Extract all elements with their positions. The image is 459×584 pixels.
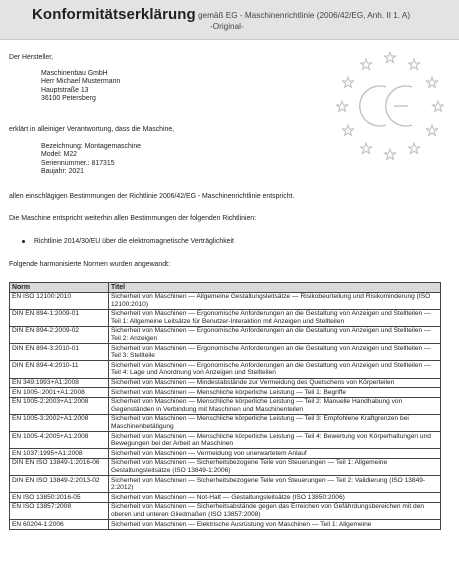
directive-label: Richtlinie 2014/30/EU über die elektromagnetische Verträglichkeit <box>34 238 234 245</box>
table-row <box>10 476 441 493</box>
table-row <box>10 432 441 449</box>
table-row <box>10 292 441 309</box>
document-header <box>0 0 459 40</box>
standards-table <box>9 282 441 530</box>
title-cell: Sicherheit von Maschinen — Ergonomische Anforderungen an die Gestaltung von Anzeigen und Stellteilen — Teil 3: Stellteile <box>109 344 441 361</box>
table-row <box>10 326 441 343</box>
compliance-text: allen einschlägigen Bestimmungen der Richtlinie 2006/42/EG - Maschinenrichtlinie entspricht. <box>9 193 295 200</box>
manufacturer-company: Maschinenbau GmbH <box>41 70 108 77</box>
bullet-icon <box>22 240 25 243</box>
table-header-row <box>10 283 441 293</box>
table-row <box>10 361 441 378</box>
title-cell: Sicherheit von Maschinen — Not-Halt — Gestaltungsleitsätze (ISO 13850:2006) <box>109 493 441 503</box>
manufacturer-label: Der Hersteller, <box>9 54 54 61</box>
ce-star-icon <box>384 52 395 63</box>
machine-serial: Seriennummer.: 817315 <box>41 159 115 167</box>
ce-star-icon <box>432 101 443 112</box>
ce-star-icon <box>360 59 371 70</box>
title-cell: Sicherheit von Maschinen — Ergonomische Anforderungen an die Gestaltung von Anzeigen und Stellteilen — Teil 2: Anzeigen <box>109 326 441 343</box>
norm-cell: EN ISO 12100:2010 <box>10 292 109 309</box>
norm-cell: DIN EN 894-4:2010-11 <box>10 361 109 378</box>
title-cell: Sicherheit von Maschinen — Menschliche körperliche Leistung — Teil 1: Begriffe <box>109 388 441 398</box>
title-cell: Sicherheit von Maschinen — Sicherheitsbezogene Teile von Steuerungen — Teil 2: Validierung (ISO 13849-2:2012) <box>109 476 441 493</box>
title-cell: Sicherheit von Maschinen — Ergonomische Anforderungen an die Gestaltung von Anzeigen und Stellteilen — Teil 1: Allgemeine Leitsätze für Benutzer-Interaktion mit Anzeigen und Stellteilen <box>109 309 441 326</box>
norm-cell: DIN EN 894-2:2009-02 <box>10 326 109 343</box>
title-cell: Sicherheit von Maschinen — Menschliche körperliche Leistung — Teil 4: Bewertung von Körperhaltungen und Bewegungen bei der Arbeit an Maschinen <box>109 432 441 449</box>
declaration-text: erklärt in alleiniger Verantwortung, dass die Maschine, <box>9 126 175 133</box>
manufacturer-address <box>41 70 120 103</box>
ce-star-icon <box>408 143 419 154</box>
title-cell: Sicherheit von Maschinen — Sicherheitsbezogene Teile von Steuerungen — Teil 1: Allgemeine Gestaltungsleitsätze (ISO 13849-1:2006) <box>109 458 441 475</box>
standards-intro: Folgende harmonisierte Normen wurden angewandt: <box>9 261 170 268</box>
title-cell: Sicherheit von Maschinen — Mindestabstände zur Vermeidung des Quetschens von Körperteilen <box>109 378 441 388</box>
ce-star-icon <box>342 125 353 136</box>
norm-cell: DIN EN ISO 13849-2:2013-02 <box>10 476 109 493</box>
title-cell: Sicherheit von Maschinen — Elektrische Ausrüstung von Maschinen — Teil 1: Allgemeine <box>109 520 441 530</box>
table-row <box>10 520 441 530</box>
title-cell: Sicherheit von Maschinen — Sicherheitsabstände gegen das Erreichen von Gefährdungsbereichen mit den oberen und unteren Gliedmaßen (ISO 13857:2008) <box>109 502 441 519</box>
table-row <box>10 458 441 475</box>
document-subtitle: gemäß EG - Maschinenrichtlinie (2006/42/EG, Anh. II 1. A) <box>198 11 411 20</box>
machine-details <box>41 143 141 176</box>
manufacturer-city: 36100 Petersberg <box>41 94 96 102</box>
norm-cell: EN 60204-1:2006 <box>10 520 109 530</box>
ce-star-icon <box>336 101 347 112</box>
table-row <box>10 493 441 503</box>
norm-cell: DIN EN ISO 13849-1:2016-06 <box>10 458 109 475</box>
original-marker: -Original- <box>210 22 244 31</box>
machine-model: Model: M22 <box>41 151 78 159</box>
document-title: Konformitätserklärung <box>32 6 196 23</box>
table-row <box>10 309 441 326</box>
norm-cell: DIN EN 894-3:2010-01 <box>10 344 109 361</box>
norm-cell: EN 1005-:2001+A1:2008 <box>10 388 109 398</box>
title-cell: Sicherheit von Maschinen — Vermeidung von unerwartetem Anlauf <box>109 449 441 459</box>
directive-list-item <box>22 238 234 245</box>
norm-cell: EN 1037:1995+A1:2008 <box>10 449 109 459</box>
table-row <box>10 378 441 388</box>
ce-star-icon <box>384 149 395 160</box>
norm-cell: EN 1005-3:2002+A1:2008 <box>10 414 109 431</box>
norm-cell: EN 1005-4:2005+A1:2008 <box>10 432 109 449</box>
title-cell: Sicherheit von Maschinen — Allgemeine Gestaltungsleitsätze — Risikobeurteilung und Risikominderung (ISO 12100:2010) <box>109 292 441 309</box>
norm-cell: DIN EN 894-1:2009-01 <box>10 309 109 326</box>
column-header-norm: Norm <box>10 283 109 293</box>
ce-star-icon <box>426 125 437 136</box>
table-row <box>10 449 441 459</box>
ce-star-icon <box>408 59 419 70</box>
further-directives-text: Die Maschine entspricht weiterhin allen Bestimmungen der folgenden Richtlinien: <box>9 215 257 222</box>
table-row <box>10 397 441 414</box>
manufacturer-contact: Herr Michael Mustermann <box>41 78 121 86</box>
title-cell: Sicherheit von Maschinen — Ergonomische Anforderungen an die Gestaltung von Anzeigen und Stellteilen — Teil 4: Lage und Anordnung von Anzeigen und Stellteilen <box>109 361 441 378</box>
title-cell: Sicherheit von Maschinen — Menschliche körperliche Leistung — Teil 3: Empfohlene Kraftgrenzen bei Maschinenbetätigung <box>109 414 441 431</box>
ce-star-icon <box>360 143 371 154</box>
title-cell: Sicherheit von Maschinen — Menschliche körperliche Leistung — Teil 2: Manuelle Handhabung von Gegenständen in Verbindung mit Maschinen und Maschinenteilen <box>109 397 441 414</box>
machine-year: Baujahr: 2021 <box>41 167 84 175</box>
machine-designation: Bezeichnung: Montagemaschine <box>41 143 141 150</box>
column-header-title: Titel <box>109 283 441 293</box>
table-row <box>10 388 441 398</box>
ce-star-icon <box>426 77 437 88</box>
ce-mark-logo <box>336 50 444 160</box>
table-row <box>10 502 441 519</box>
table-row <box>10 344 441 361</box>
norm-cell: EN 349:1993+A1:2008 <box>10 378 109 388</box>
manufacturer-street: Hauptstraße 13 <box>41 86 89 94</box>
ce-star-icon <box>342 77 353 88</box>
norm-cell: EN 1005-2:2003+A1:2008 <box>10 397 109 414</box>
norm-cell: EN ISO 13850:2016-05 <box>10 493 109 503</box>
norm-cell: EN ISO 13857:2008 <box>10 502 109 519</box>
table-row <box>10 414 441 431</box>
